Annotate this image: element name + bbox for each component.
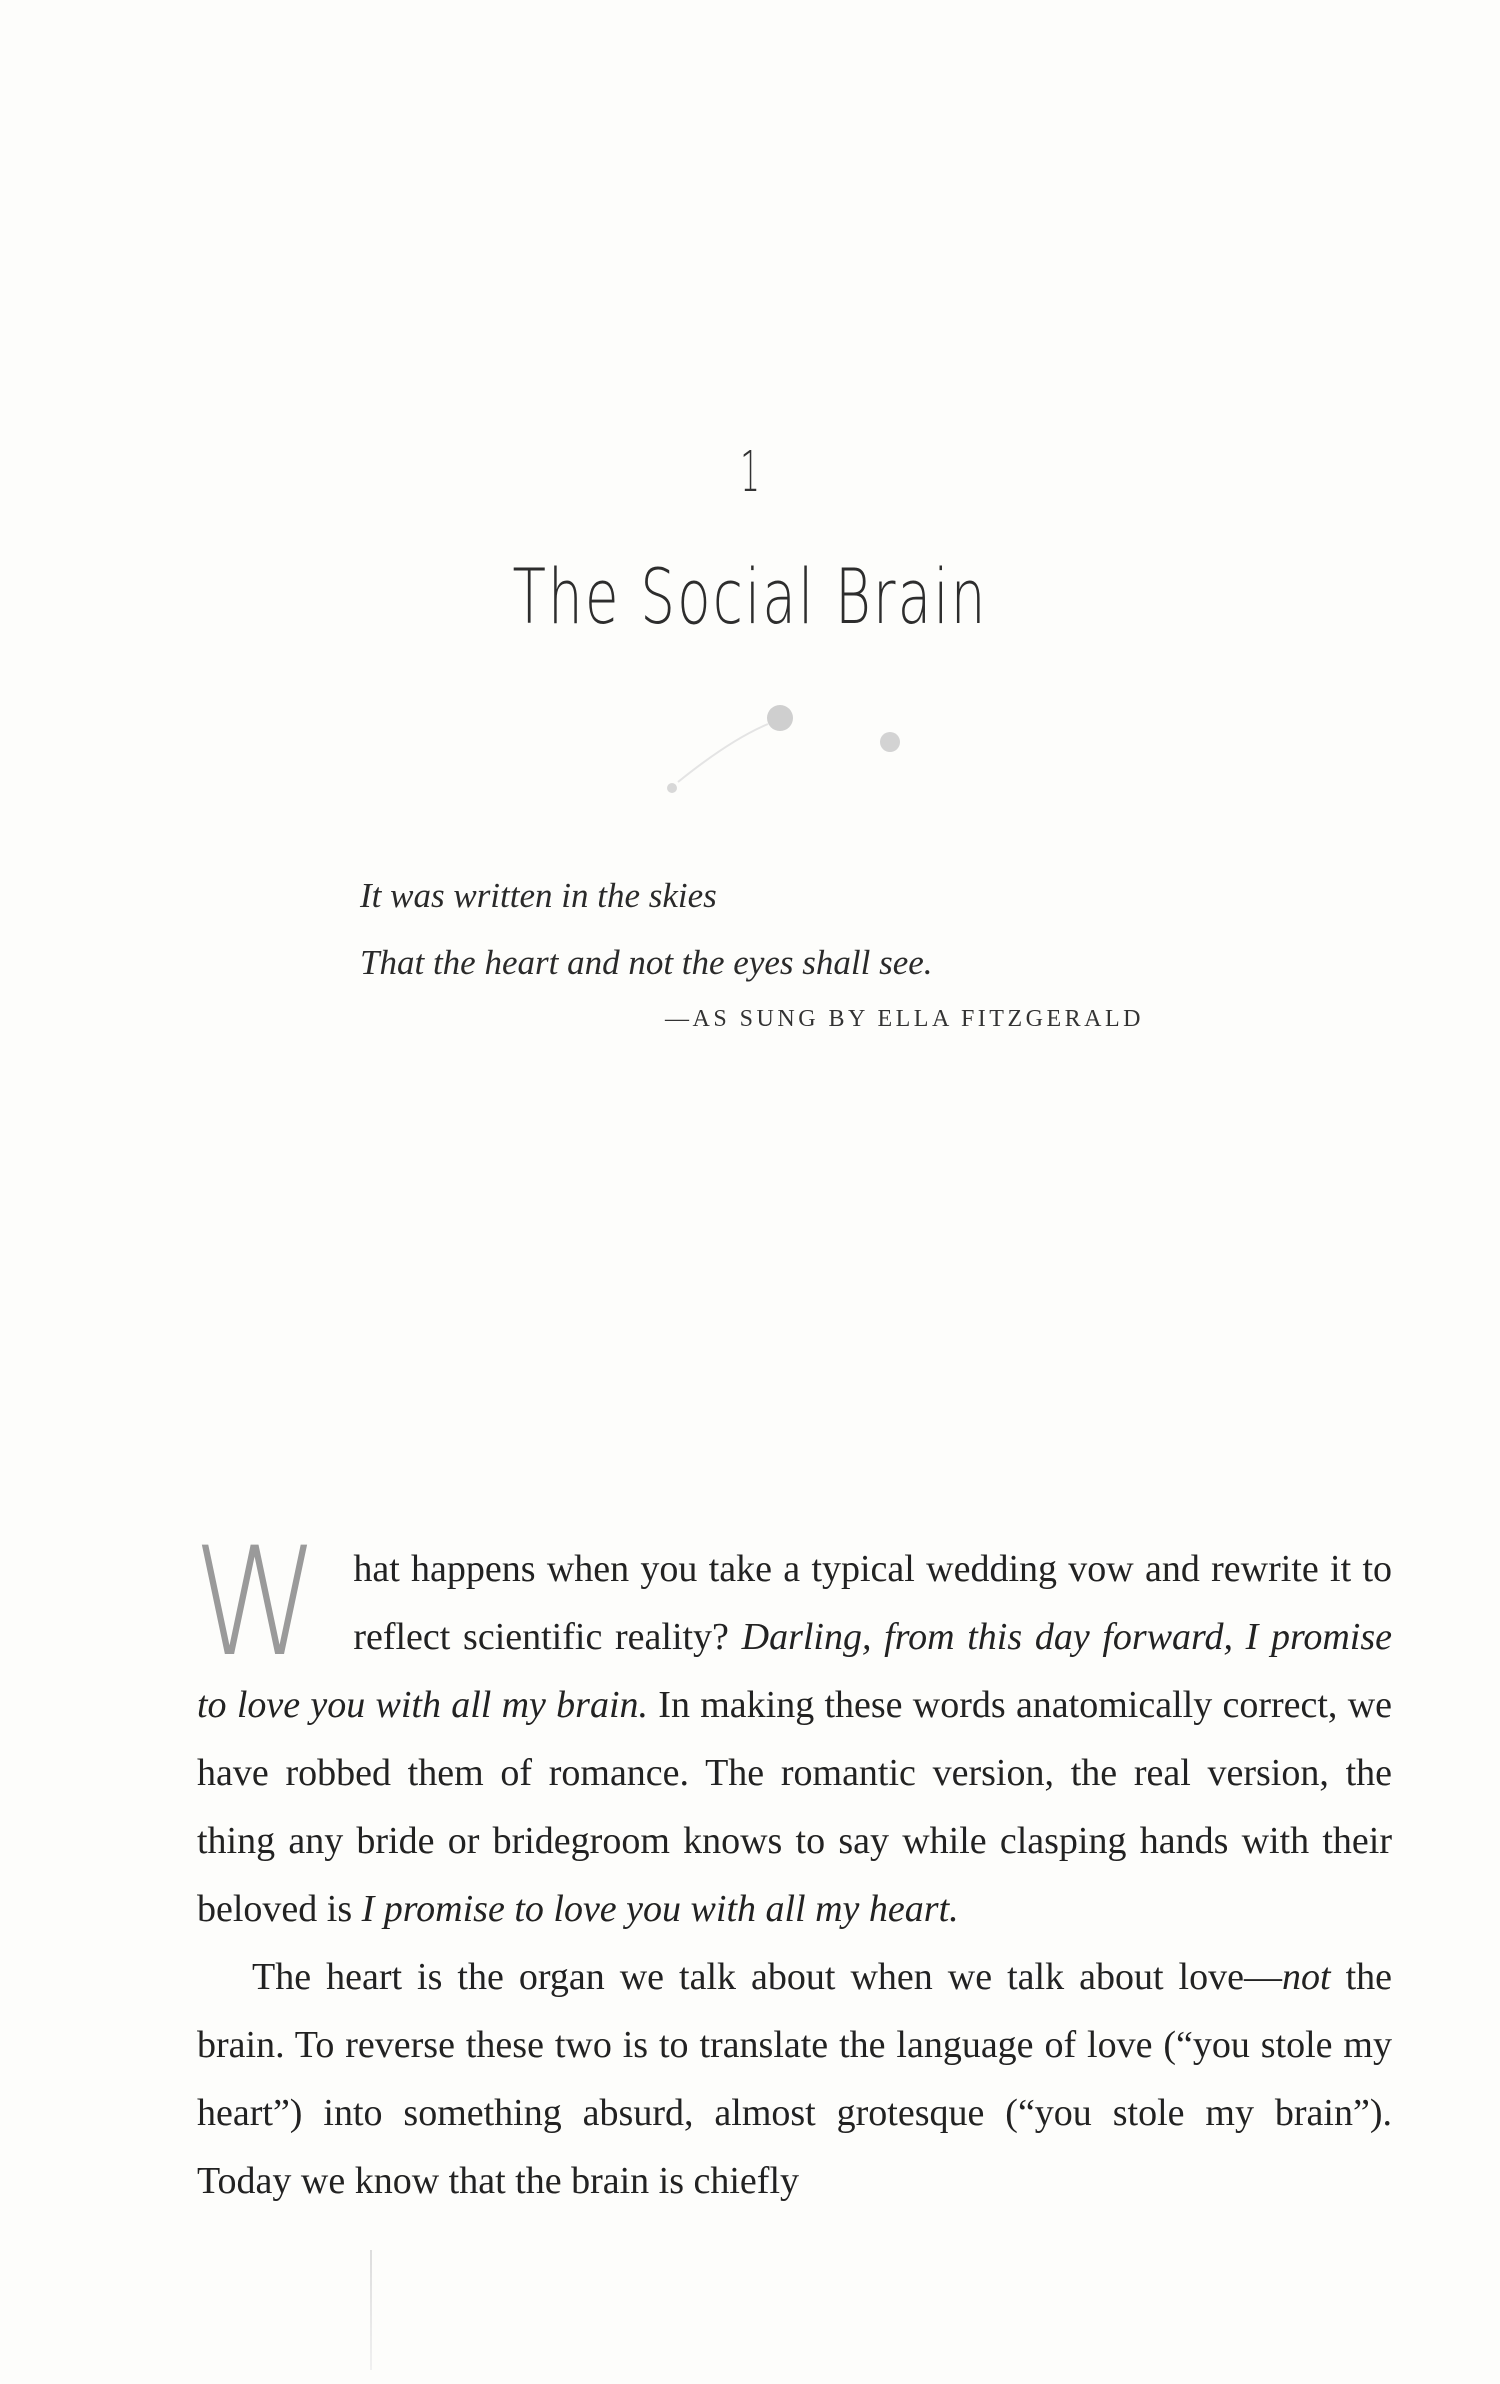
paragraph: [197, 1943, 1392, 2215]
chapter-title: The Social Brain: [512, 552, 988, 641]
epigraph-line: It was written in the skies: [360, 876, 717, 915]
body-text: [193, 1516, 1392, 2215]
epigraph: [360, 862, 1260, 996]
page-edge-mark: [370, 2250, 372, 2370]
paragraph-text: In making these words anatomically correct, we have robbed them of romance. The romantic version, the real version, the thing any bride or bridegroom knows to say while clasping hands with their beloved is: [197, 1684, 1392, 1930]
paragraph-text: the brain. To reverse these two is to translate the language of love (“you stole my heart”) into something absurd, almost grotesque (“you stole my brain”). Today we know that the brain is chiefly: [197, 1956, 1392, 2202]
drop-cap: W: [193, 1516, 320, 1690]
paragraph: [193, 1516, 1392, 1943]
paragraph-italic-text: I promise to love you with all my heart.: [361, 1888, 959, 1930]
paragraph-italic-text: not: [1281, 1956, 1331, 1998]
epigraph-attribution: —AS SUNG BY ELLA FITZGERALD: [665, 1006, 1144, 1032]
dots-ornament-icon: [660, 690, 920, 800]
paragraph-italic-text: Darling, from this day forward, I promise to love you with all my brain.: [197, 1616, 1392, 1726]
chapter-number: 1: [740, 440, 760, 505]
paragraph-text: The heart is the organ we talk about when we talk about love—: [252, 1956, 1282, 1998]
paragraph-text: hat happens when you take a typical wedding vow and rewrite it to reflect scientific reality?: [353, 1548, 1392, 1658]
epigraph-line: That the heart and not the eyes shall see.: [360, 943, 933, 982]
